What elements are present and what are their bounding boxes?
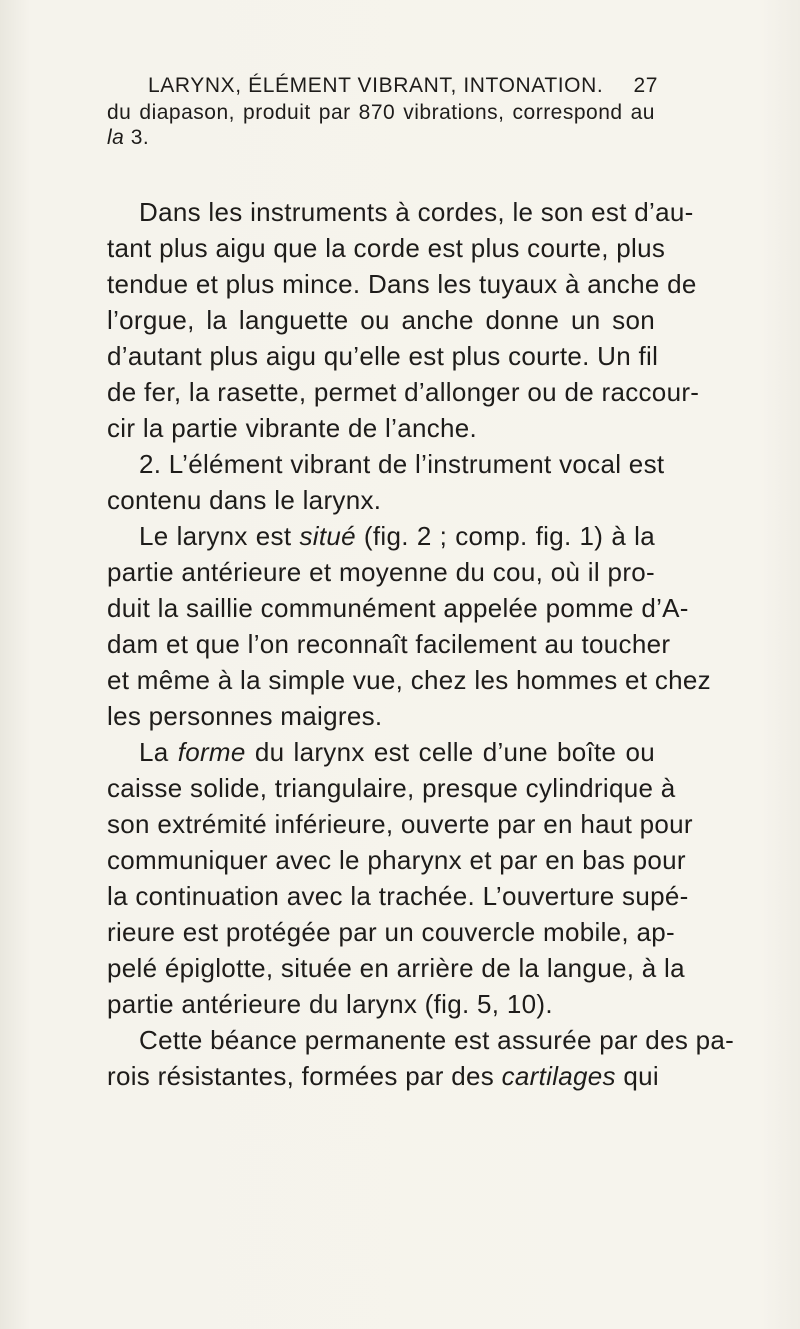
text-line: [107, 125, 655, 150]
text-line: et même à la simple vue, chez les hommes et chez: [107, 665, 711, 695]
text-line: l’orgue, la languette ou anche donne un son: [107, 305, 655, 335]
text-line: tant plus aigu que la corde est plus courte, plus: [107, 233, 666, 263]
body-text: [107, 194, 735, 1094]
text-line: rieure est protégée par un couvercle mobile, ap-: [107, 917, 675, 947]
text-line: de fer, la rasette, permet d’allonger ou de raccour-: [107, 377, 700, 407]
text-line: cir la partie vibrante de l’anche.: [107, 413, 478, 443]
text-fragment: La: [139, 737, 178, 767]
italic-term: situé: [299, 521, 356, 551]
text-fragment: rois résistantes, formées par des: [107, 1061, 502, 1091]
text-line: 2. L’élément vibrant de l’instrument vocal est: [139, 449, 665, 479]
running-head: [148, 74, 658, 98]
text-line: caisse solide, triangulaire, presque cylindrique à: [107, 773, 676, 803]
text-line: son extrémité inférieure, ouverte par en haut pour: [107, 809, 693, 839]
paragraph-strings: [107, 194, 700, 446]
text-line: les personnes maigres.: [107, 701, 383, 731]
text-line: tendue et plus mince. Dans les tuyaux à anche de: [107, 269, 697, 299]
paragraph-larynx-position: [107, 518, 711, 734]
text-line: pelé épiglotte, située en arrière de la langue, à la: [107, 953, 685, 983]
paragraph-cartilages: [107, 1022, 735, 1094]
text-line: communiquer avec le pharynx et par en bas pour: [107, 845, 686, 875]
text-line: [107, 1058, 659, 1094]
text-line: du diapason, produit par 870 vibrations, correspond au: [107, 101, 655, 124]
text-line: Dans les instruments à cordes, le son est d’au-: [139, 197, 694, 227]
text-line: Cette béance permanente est assurée par des pa-: [139, 1025, 735, 1055]
intro-paragraph: [107, 100, 655, 150]
italic-note: la: [107, 126, 125, 149]
text-line: duit la saillie communément appelée pomme d’A-: [107, 593, 689, 623]
text-line: dam et que l’on reconnaît facilement au toucher: [107, 629, 671, 659]
text-line: partie antérieure du larynx (fig. 5, 10).: [107, 989, 553, 1019]
italic-term: forme: [177, 737, 246, 767]
text-fragment: 3.: [124, 126, 150, 149]
text-fragment: qui: [615, 1061, 659, 1091]
text-line: [107, 734, 655, 770]
text-fragment: du larynx est celle d’une boîte ou: [245, 737, 655, 767]
text-line: la continuation avec la trachée. L’ouverture supé-: [107, 881, 689, 911]
text-line: d’autant plus aigu qu’elle est plus courte. Un fil: [107, 341, 659, 371]
text-line: partie antérieure et moyenne du cou, où il pro-: [107, 557, 655, 587]
text-fragment: (fig. 2 ; comp. fig. 1) à la: [355, 521, 655, 551]
running-title: LARYNX, ÉLÉMENT VIBRANT, INTONATION.: [148, 74, 604, 97]
page-number: 27: [633, 74, 658, 97]
text-fragment: Le larynx est: [139, 521, 300, 551]
text-line: contenu dans le larynx.: [107, 485, 382, 515]
italic-term: cartilages: [501, 1061, 616, 1091]
text-line: [107, 518, 655, 554]
text-block: [107, 100, 735, 1094]
paragraph-larynx-form: [107, 734, 693, 1022]
paragraph-vocal-element: [107, 446, 665, 518]
